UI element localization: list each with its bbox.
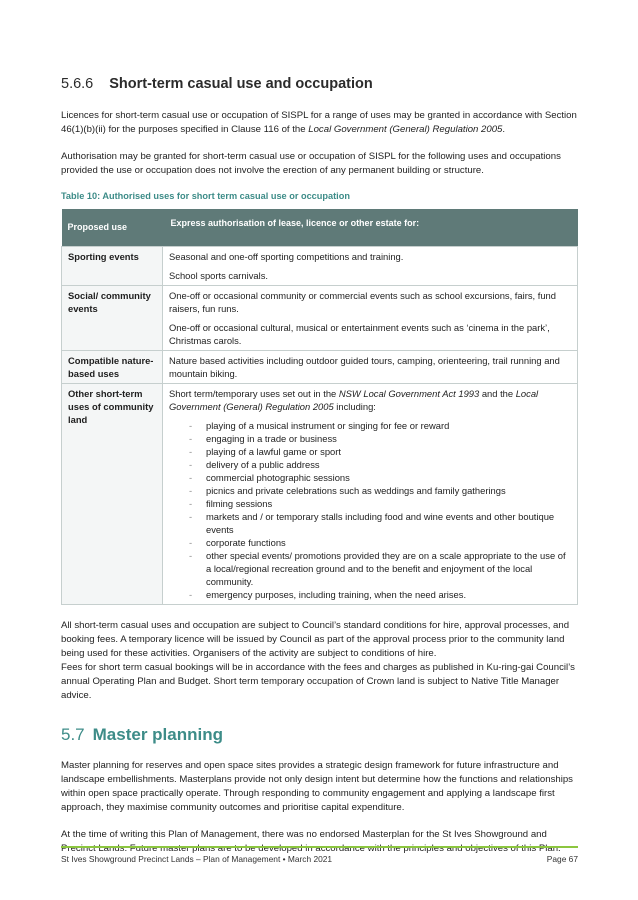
table-row <box>62 384 578 605</box>
section-number: 5.6.6 <box>61 76 94 92</box>
column-header-authorisation: Express authorisation of lease, licence or other estate for: <box>163 209 578 247</box>
list-item: - playing of a musical instrument or singing for fee or reward <box>169 419 571 432</box>
row-use: Sporting events <box>62 247 163 286</box>
authorisation-line: Nature based activities including outdoor guided tours, camping, orienteering, trail running and mountain biking. <box>169 355 560 379</box>
intro-paragraph: Licences for short-term casual use or occupation of SISPL for a range of uses may be granted in accordance with Section 46(1)(b)(ii) for the purposes specified in Clause 116 of the Local Government (General) Regulation 2005. <box>61 110 577 135</box>
row-authorisation <box>163 384 578 605</box>
authorisation-intro: Short term/temporary uses set out in the NSW Local Government Act 1993 and the Local Government (General) Regulation 2005 including: <box>169 388 539 412</box>
list-item: - picnics and private celebrations such as weddings and family gatherings <box>169 484 571 497</box>
fees-paragraph: Fees for short term casual bookings will be in accordance with the fees and charges as published in Ku-ring-gai Council’s annual Operating Plan and Budget. Short term temporary occupation of Crown land is subject to Native Title Manager advice. <box>61 662 575 701</box>
list-item: - corporate functions <box>169 536 571 549</box>
table-row <box>62 247 578 286</box>
row-authorisation <box>163 286 578 351</box>
table-row <box>62 286 578 351</box>
table-row <box>62 351 578 384</box>
list-item: - delivery of a public address <box>169 458 571 471</box>
list-item: - filming sessions <box>169 497 571 510</box>
list-item: - emergency purposes, including training, when the need arises. <box>169 588 571 601</box>
list-item: - markets and / or temporary stalls including food and wine events and other boutique events <box>169 510 571 536</box>
page-footer <box>61 846 578 864</box>
conditions-text <box>61 619 578 703</box>
authorisation-line: One-off or occasional community or commercial events such as school excursions, fairs, fund raisers, fun runs. <box>169 290 556 314</box>
row-authorisation <box>163 247 578 286</box>
authorisation-line: Seasonal and one-off sporting competitions and training. <box>169 251 404 262</box>
authorisation-line: School sports carnivals. <box>169 270 269 281</box>
page-number: Page 67 <box>546 854 578 864</box>
page-content <box>61 76 578 856</box>
masterplan-status-paragraph: At the time of writing this Plan of Management, there was no endorsed Masterplan for the St Ives Showground and Precinct Lands. Future master plans are to be developed in accordance with the principles and objectives of this Plan. <box>61 829 561 854</box>
footer-document-title: St Ives Showground Precinct Lands – Plan of Management • March 2021 <box>61 854 333 864</box>
column-header-proposed-use: Proposed use <box>62 209 163 247</box>
section-heading <box>61 76 578 92</box>
uses-list <box>169 419 571 601</box>
row-use: Other short-term uses of community land <box>62 384 163 605</box>
authorisation-paragraph: Authorisation may be granted for short-term casual use or occupation of SISPL for the following uses and occupations provided the use or occupation does not involve the erection of any permanent building or structure. <box>61 151 561 176</box>
list-item: - commercial photographic sessions <box>169 471 571 484</box>
row-use: Social/ community events <box>62 286 163 351</box>
table-header-row <box>62 209 578 247</box>
table-caption: Table 10: Authorised uses for short term casual use or occupation <box>61 191 350 201</box>
authorised-uses-table <box>61 209 578 605</box>
master-planning-paragraph: Master planning for reserves and open space sites provides a strategic design framework for future infrastructure and landscape embellishments. Masterplans provide not only design intent but determine how the functions and relationships within open space practically operate. Through responding to community engagement and applying a landscape first approach, they maximise community outcomes and prioritise capital expenditure. <box>61 760 573 813</box>
section-title: Short-term casual use and occupation <box>109 76 373 92</box>
list-item: - other special events/ promotions provided they are on a scale appropriate to the use of a local/regional recreation ground and to the benefit and enjoyment of the local community. <box>169 549 571 588</box>
list-item: - playing of a lawful game or sport <box>169 445 571 458</box>
row-authorisation <box>163 351 578 384</box>
conditions-paragraph: All short-term casual uses and occupation are subject to Council’s standard conditions for hire, approval processes, and booking fees. A temporary licence will be issued by Council as part of the approval process prior to the community land being used for these activities. Organisers of the activity are subject to conditions of hire. <box>61 620 570 659</box>
authorisation-line: One-off or occasional cultural, musical or entertainment events such as ‘cinema in the park’, Christmas carols. <box>169 322 550 346</box>
section-number: 5.7 <box>61 725 85 744</box>
list-item: - engaging in a trade or business <box>169 432 571 445</box>
section-title: Master planning <box>92 725 223 744</box>
row-use: Compatible nature-based uses <box>62 351 163 384</box>
section-heading-master-planning <box>61 725 578 745</box>
